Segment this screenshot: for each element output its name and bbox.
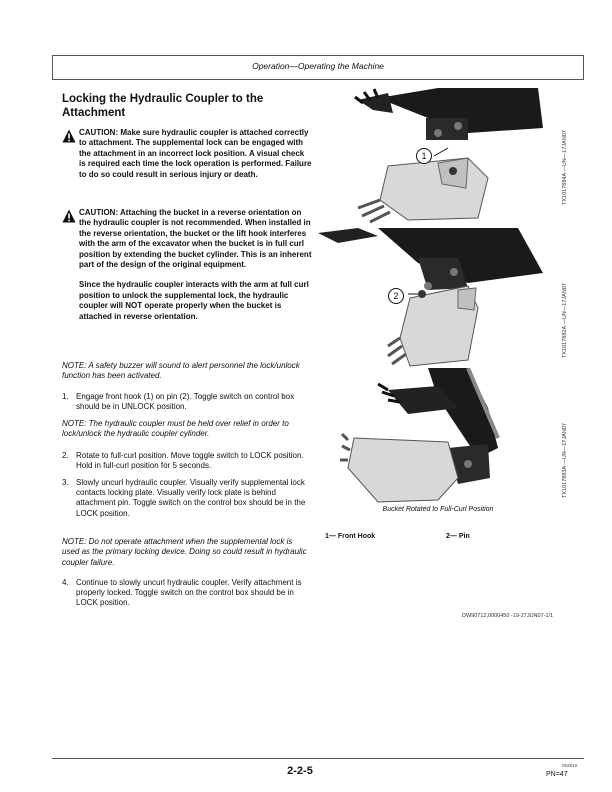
footer-pn: PN=47 bbox=[546, 771, 568, 778]
footer-code: 052819 bbox=[562, 763, 578, 768]
step-2 bbox=[62, 451, 312, 471]
figure-pin-illustration bbox=[318, 228, 564, 368]
step-text: Continue to slowly uncurl hydraulic coupler. Verify attachment is properly locked. Toggle switch on the control box should be in LOCK position. bbox=[76, 578, 302, 608]
header-top-rule bbox=[52, 55, 584, 56]
step-4 bbox=[62, 578, 312, 609]
section-title: Locking the Hydraulic Coupler to the Attachment bbox=[62, 93, 264, 119]
note-buzzer: NOTE: A safety buzzer will sound to alert personnel the lock/unlock function has been activated. bbox=[62, 361, 300, 381]
step-text: Rotate to full-curl position. Move toggle switch to LOCK position. Hold in full-curl position for 5 seconds. bbox=[76, 451, 304, 471]
note-supplemental-lock: NOTE: Do not operate attachment when the supplemental lock is used as the primary locking device. Doing so could result in hydraulic coupler failure. bbox=[62, 537, 307, 567]
step-number: 4. bbox=[62, 578, 69, 587]
figure-code-3: TX1017883A —UN—17JAN07 bbox=[562, 423, 568, 498]
warning-triangle-icon bbox=[62, 209, 76, 223]
note-relief: NOTE: The hydraulic coupler must be held over relief in order to lock/unlock the hydraulic coupler cylinder. bbox=[62, 419, 289, 439]
figure-code-2: TX1017882A —UN—17JAN07 bbox=[562, 283, 568, 358]
warning-triangle-icon bbox=[62, 129, 76, 143]
step-number: 2. bbox=[62, 451, 69, 460]
figure-code-1: TX1017884A —UN—17JAN07 bbox=[562, 130, 568, 205]
footer-rule bbox=[52, 758, 584, 759]
document-reference: DW90712,0000450 -19-27JUN07-1/1 bbox=[462, 613, 554, 619]
header-bottom-rule bbox=[52, 79, 584, 80]
step-text: Engage front hook (1) on pin (2). Toggle switch on control box should be in UNLOCK position. bbox=[76, 392, 295, 412]
step-1 bbox=[62, 392, 312, 412]
caution-block-2 bbox=[62, 208, 312, 322]
step-text: Slowly uncurl hydraulic coupler. Visually verify supplemental lock contacts locking plate. Visually verify lock plate is behind attachment pin. Toggle switch on the control box should be in the LOCK position. bbox=[76, 478, 306, 518]
legend-pin: 2— Pin bbox=[446, 533, 470, 540]
step-number: 1. bbox=[62, 392, 69, 401]
figure-caption: Bucket Rotated to Full-Curl Position bbox=[382, 506, 494, 513]
callout-2: 2 bbox=[388, 288, 404, 304]
figure-full-curl-illustration bbox=[318, 368, 564, 506]
caution-text-2: CAUTION: Attaching the bucket in a reverse orientation on the hydraulic coupler is not recommended. When installed in the reverse orientation, the bucket or the lift hook interferes with the arm of the excavator when the bucket is in full curl position by extending the bucket cylinder. This is an inherent part of the design of the original equipment. bbox=[79, 208, 312, 270]
step-3 bbox=[62, 478, 312, 519]
legend-front-hook: 1— Front Hook bbox=[325, 533, 376, 540]
page-number: 2-2-5 bbox=[287, 765, 313, 777]
figure-front-hook-illustration bbox=[318, 88, 564, 228]
callout-1: 1 bbox=[416, 148, 432, 164]
caution-block-1 bbox=[62, 128, 312, 180]
header-title: Operation—Operating the Machine bbox=[252, 61, 384, 71]
caution-text-1: CAUTION: Make sure hydraulic coupler is attached correctly to attachment. The supplemental lock can be engaged with the attachment in an incorrect lock position. A visual check is required each time the lock operation is performed. Failure to do so could result in serious injury or death. bbox=[79, 128, 312, 179]
caution-text-2b: Since the hydraulic coupler interacts with the arm at full curl position to unlock the supplemental lock, the hydraulic coupler will NOT operate properly when the bucket is attached in reverse orientation. bbox=[79, 280, 309, 321]
step-number: 3. bbox=[62, 478, 69, 487]
